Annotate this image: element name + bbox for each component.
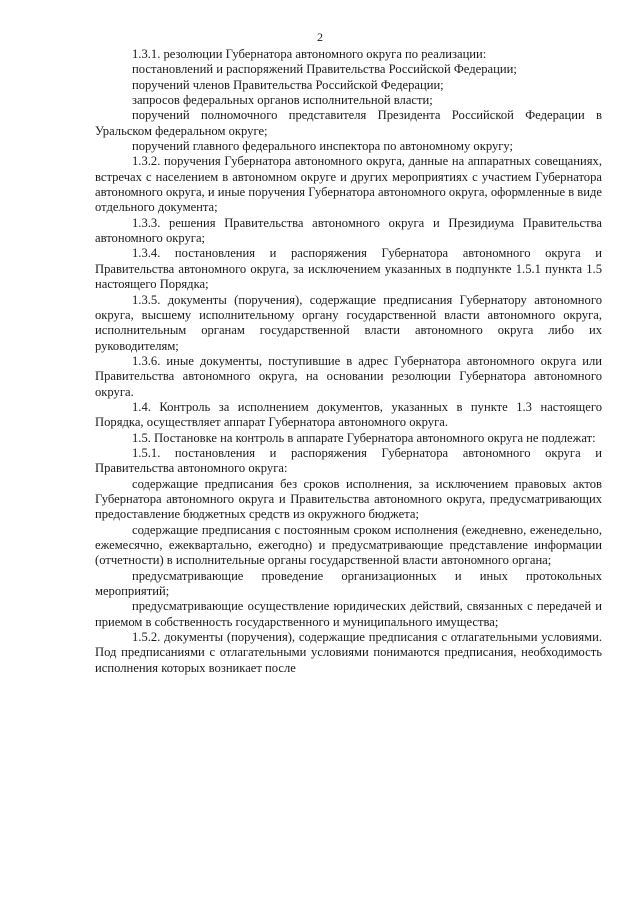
paragraph-1-3-1: 1.3.1. резолюции Губернатора автономного округа по реализации: <box>132 47 487 61</box>
paragraph-chief-inspector: поручений главного федерального инспектора по автономному округу; <box>132 139 514 154</box>
paragraph-government-members: поручений членов Правительства Российской Федерации; <box>132 77 444 92</box>
paragraph-1-5-2: 1.5.2. документы (поручения), содержащие предписания с отлагательными условиями. Под предписаниями с отлагательными условиями понимаются предписания, необходимость исполнения которых возникает после <box>95 630 602 675</box>
paragraph-1-4: 1.4. Контроль за исполнением документов, указанных в пункте 1.3 настоящего Порядка, осуществляет аппарат Губернатора автономного округа. <box>95 399 602 430</box>
paragraph-1-5-1: 1.5.1. постановления и распоряжения Губернатора автономного округа и Правительства автономного округа: <box>95 445 602 476</box>
document-body <box>95 47 602 676</box>
paragraph-1-3-3: 1.3.3. решения Правительства автономного округа и Президиума Правительства автономного округа; <box>95 215 602 246</box>
page-number: 2 <box>317 30 323 44</box>
paragraph-plenipotentiary: поручений полномочного представителя Президента Российской Федерации в Уральском федеральном округе; <box>95 108 602 138</box>
paragraph-protocol-events: предусматривающие проведение организационных и иных протокольных мероприятий; <box>95 568 602 599</box>
paragraph-1-5: 1.5. Постановке на контроль в аппарате Губернатора автономного округа не подлежат: <box>132 430 596 445</box>
paragraph-1-3-4: 1.3.4. постановления и распоряжения Губернатора автономного округа и Правительства автономного округа, за исключением указанных в подпункте 1.5.1 пункта 1.5 настоящего Порядка; <box>95 246 602 292</box>
paragraph-government-decrees: постановлений и распоряжений Правительства Российской Федерации; <box>132 62 517 77</box>
paragraph-1-3-5: 1.3.5. документы (поручения), содержащие предписания Губернатору автономного округа, высшему исполнительному органу государственной власти автономного округа, исполнительным органам государственной власти автономного округа либо их руководителям; <box>95 292 602 353</box>
paragraph-permanent-deadline: содержащие предписания с постоянным сроком исполнения (ежедневно, еженедельно, ежемесячно, ежеквартально, ежегодно) и предусматривающие представление информации (отчетности) в исполнительные органы государственной власти автономного органа; <box>95 522 602 568</box>
paragraph-1-3-2: 1.3.2. поручения Губернатора автономного округа, данные на аппаратных совещаниях, встречах с населением в автономном округе и других мероприятиях с участием Губернатора автономного округа, и иные поручения Губернатора автономного округа, оформленные в виде отдельного документа; <box>95 154 602 215</box>
paragraph-federal-requests: запросов федеральных органов исполнительной власти; <box>132 93 433 108</box>
paragraph-1-3-6: 1.3.6. иные документы, поступившие в адрес Губернатора автономного округа или Правительства автономного округа, на основании резолюции Губернатора автономного округа. <box>95 353 602 399</box>
paragraph-property-transfer: предусматривающие осуществление юридических действий, связанных с передачей и приемом в собственность государственного и муниципального имущества; <box>95 599 602 629</box>
paragraph-no-deadline: содержащие предписания без сроков исполнения, за исключением правовых актов Губернатора автономного округа и Правительства автономного округа, предусматривающих предоставление бюджетных средств из окружного бюджета; <box>95 476 602 522</box>
